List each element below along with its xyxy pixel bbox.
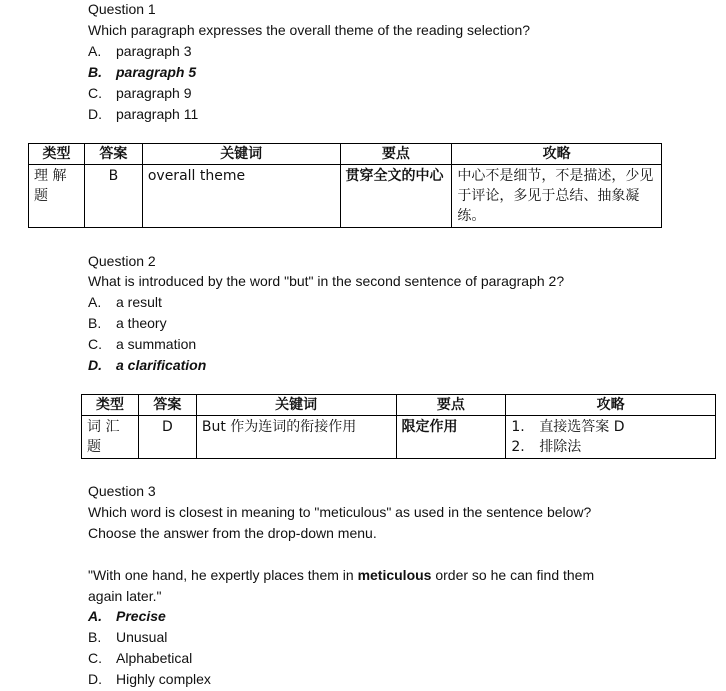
question-3-option-c [88,649,192,667]
question-2-text: What is introduced by the word "but" in the second sentence of paragraph 2? [88,273,565,289]
question-2-option-c [88,335,196,353]
header-type: 类型 [82,395,139,416]
cell-answer: B [84,165,142,228]
question-3-option-a-correct [88,607,166,625]
option-letter: A. [88,43,102,59]
question-1-analysis-table [28,143,662,228]
option-letter: A. [88,294,102,310]
option-letter: A. [88,608,102,624]
question-3-quote-line-2: again later." [88,588,162,604]
question-2-analysis-table [81,394,716,459]
option-text: a theory [116,315,167,331]
option-letter: C. [88,85,102,101]
question-2-option-b [88,314,167,332]
option-text: paragraph 5 [116,64,197,80]
cell-strategy [506,416,716,459]
option-text: Unusual [116,629,168,645]
question-2-option-a [88,293,162,311]
quote-key-word: meticulous [357,567,432,583]
cell-point: 限定作用 [396,416,506,459]
quote-text: order so he can find them [431,567,595,583]
strategy-item-text: 排除法 [539,439,582,455]
table-header-row [29,144,662,165]
option-text: paragraph 9 [116,85,192,101]
header-point: 要点 [396,395,506,416]
option-letter: B. [88,629,102,645]
header-keyword: 关键词 [196,395,396,416]
question-1-option-d [88,105,198,123]
option-text: a result [116,294,162,310]
cell-answer: D [138,416,196,459]
question-3-text-line-2: Choose the answer from the drop-down menu. [88,525,377,541]
option-text: paragraph 11 [116,106,199,122]
table-row [29,165,662,228]
cell-point: 贯穿全文的中心 [340,165,452,228]
question-1-option-b-correct [88,63,196,81]
cell-type: 理 解 题 [29,165,85,228]
question-1-title: Question 1 [88,1,156,17]
question-3-text-line-1: Which word is closest in meaning to "meticulous" as used in the sentence below? [88,504,592,520]
option-letter: C. [88,336,102,352]
strategy-item-number: 2. [511,439,525,455]
header-point: 要点 [340,144,452,165]
header-type: 类型 [29,144,85,165]
question-1-option-a [88,42,192,60]
question-3-option-b [88,628,167,646]
question-3-title: Question 3 [88,483,156,499]
table-header-row [82,395,716,416]
option-letter: B. [88,315,102,331]
strategy-item [511,437,710,457]
header-answer: 答案 [84,144,142,165]
option-letter: C. [88,650,102,666]
strategy-item-number: 1. [511,419,525,435]
header-keyword: 关键词 [142,144,340,165]
option-text: a summation [116,336,197,352]
option-text: Precise [116,608,166,624]
header-answer: 答案 [138,395,196,416]
option-text: Alphabetical [116,650,193,666]
strategy-item [511,417,710,437]
option-letter: D. [88,357,102,373]
question-2-option-d-correct [88,356,206,374]
table-row [82,416,716,459]
strategy-item-text: 直接选答案 D [539,419,625,435]
option-letter: B. [88,64,102,80]
header-strategy: 攻略 [506,395,716,416]
cell-type: 词 汇 题 [82,416,139,459]
option-text: a clarification [116,357,207,373]
cell-keyword: overall theme [142,165,340,228]
option-text: Highly complex [116,671,211,687]
option-letter: D. [88,671,102,687]
option-text: paragraph 3 [116,43,192,59]
question-1-option-c [88,84,192,102]
question-1-text: Which paragraph expresses the overall theme of the reading selection? [88,22,531,38]
header-strategy: 攻略 [452,144,662,165]
cell-keyword: But 作为连词的衔接作用 [196,416,396,459]
question-3-quote-line-1 [88,566,594,584]
cell-strategy: 中心不是细节，不是描述，少见于评论，多见于总结、抽象凝练。 [452,165,662,228]
option-letter: D. [88,106,102,122]
quote-text: "With one hand, he expertly places them in [88,567,358,583]
question-3-option-d [88,670,211,688]
question-2-title: Question 2 [88,253,156,269]
